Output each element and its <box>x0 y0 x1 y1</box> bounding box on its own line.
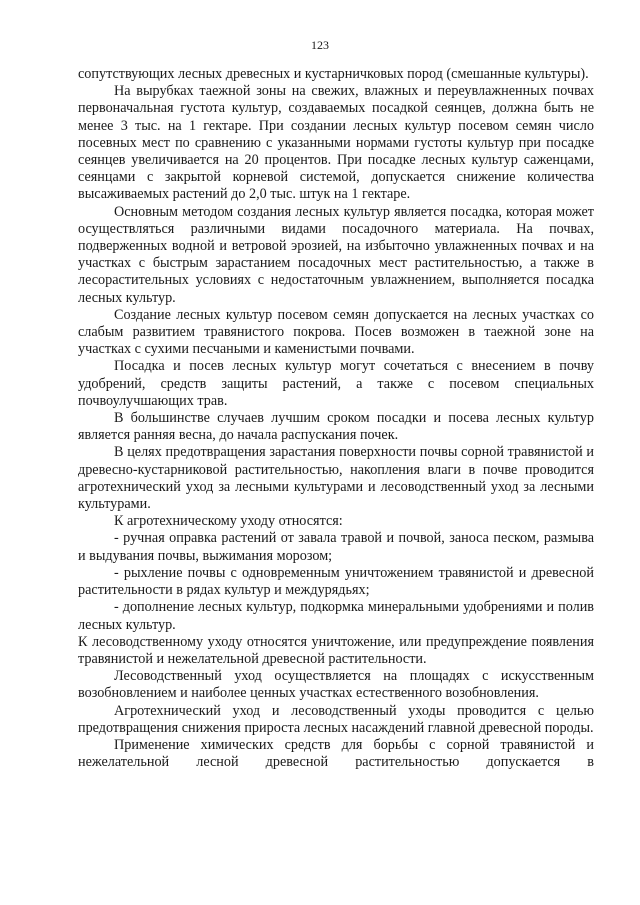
paragraph: Основным методом создания лесных культур является посадка, которая может осуществляться различными видами посадочного материала. На почвах, подверженных водной и ветровой эрозией, на избыточно увлажненных почвах и на участках с быстрым зарастанием посадочных мест растительностью, а также в лесорастительных условиях с недостаточным увлажнением, выполняется посадка лесных культур. <box>78 203 594 306</box>
body-text <box>78 66 594 771</box>
paragraph: К лесоводственному уходу относятся уничтожение, или предупреждение появления травянистой и нежелательной древесной растительности. <box>78 633 594 667</box>
paragraph: Создание лесных культур посевом семян допускается на лесных участках со слабым развитием травянистого покрова. Посев возможен в таежной зоне на участках с сухими песчаными и каменистыми почвами. <box>78 306 594 358</box>
page-number: 123 <box>311 38 329 52</box>
paragraph: Агротехнический уход и лесоводственный уходы проводится с целью предотвращения снижения прироста лесных насаждений главной древесной породы. <box>78 702 594 736</box>
paragraph: Применение химических средств для борьбы с сорной травянистой и нежелательной лесной древесной растительностью допускается в <box>78 736 594 771</box>
paragraph: В целях предотвращения зарастания поверхности почвы сорной травянистой и древесно-кустарниковой растительностью, накопления влаги в почве проводится агротехнический уход за лесными культурами и лесоводственный уход за лесными культурами. <box>78 444 594 513</box>
paragraph: К агротехническому уходу относятся: <box>114 513 343 530</box>
paragraph: В большинстве случаев лучшим сроком посадки и посева лесных культур является ранняя весна, до начала распускания почек. <box>78 410 594 444</box>
paragraph: На вырубках таежной зоны на свежих, влажных и переувлажненных почвах первоначальная густота культур, создаваемых посадкой сеянцев, должна быть не менее 3 тыс. на 1 гектаре. При создании лесных культур посевом семян число посевных мест по сравнению с указанными нормами густоты культур при посадке сеянцев увеличивается на 20 процентов. При посадке лесных культур саженцами, сеянцами с закрытой корневой системой, допускается снижение количества высаживаемых растений до 2,0 тыс. штук на 1 гектаре. <box>78 83 594 203</box>
paragraph: сопутствующих лесных древесных и кустарничковых пород (смешанные культуры). <box>78 66 589 82</box>
paragraph: Посадка и посев лесных культур могут сочетаться с внесением в почву удобрений, средств защиты растений, а также с посевом специальных почвоулучшающих трав. <box>78 358 594 409</box>
paragraph: - дополнение лесных культур, подкормка минеральными удобрениями и полив лесных культур. <box>78 599 594 633</box>
paragraph: - ручная оправка растений от завала травой и почвой, заноса песком, размыва и выдувания почвы, выжимания морозом; <box>78 530 594 564</box>
paragraph: - рыхление почвы с одновременным уничтожением травянистой и древесной растительности в рядах культур и междурядьях; <box>78 564 594 599</box>
paragraph: Лесоводственный уход осуществляется на площадях с искусственным возобновлением и наиболее ценных участках естественного возобновления. <box>78 668 594 702</box>
